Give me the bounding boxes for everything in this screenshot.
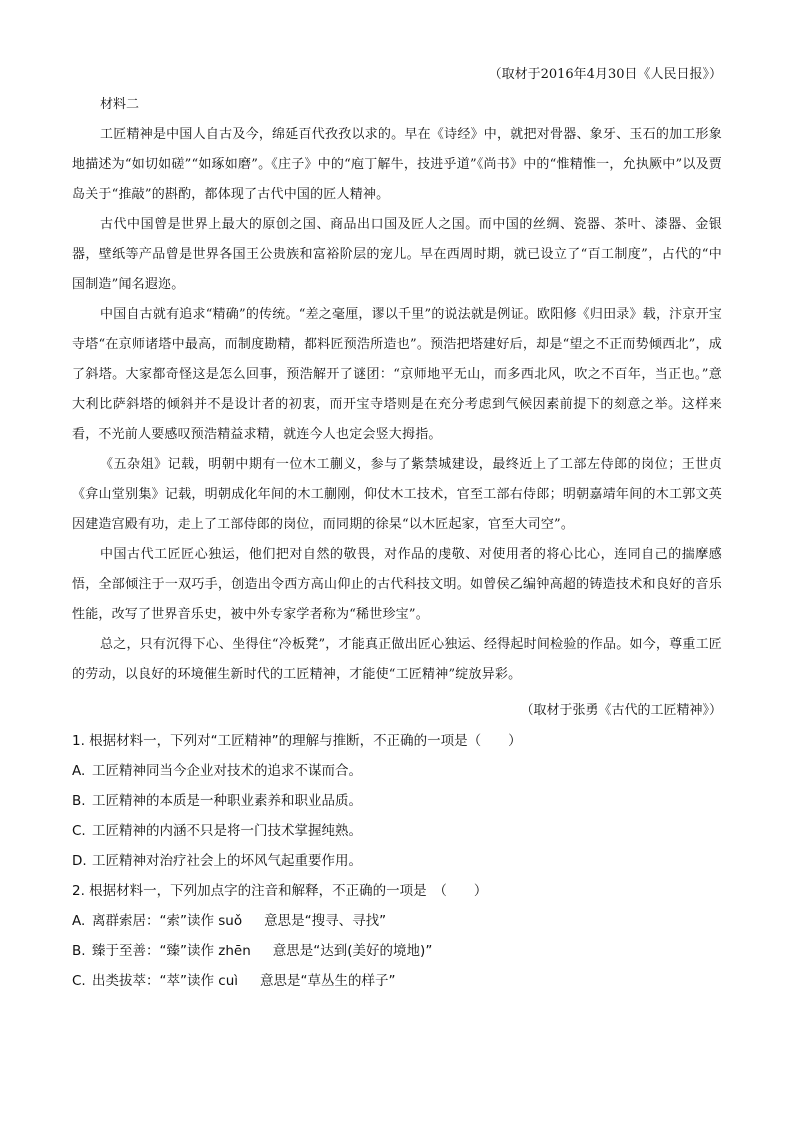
paragraph: 总之，只有沉得下心、坐得住“冷板凳”，才能真正做出匠心独运、经得起时间检验的作品。如今，尊重工匠的劳动，以良好的环境催生新时代的工匠精神，才能使“工匠精神”绽放异彩。	[72, 637, 722, 682]
paragraph: 中国自古就有追求“精确”的传统。“差之毫厘，谬以千里”的说法就是例证。欧阳修《归田录》载，汴京开宝寺塔“在京师诸塔中最高，而制度勘精，都料匠预浩所造也”。预浩把塔建好后，却是“望之不正而势倾西北”，成了斜塔。大家都奇怪这是怎么回事，预浩解开了谜团：“京师地平无山，而多西北风，吹之不百年，当正也。”意大利比萨斜塔的倾斜并不是设计者的初衷，而开宝寺塔则是在充分考虑到气候因素前提下的刻意之举。这样来看，不光前人要感叹预浩精益求精，就连今人也定会竖大拇指。	[72, 307, 722, 442]
question-1-option	[72, 816, 722, 846]
option-text: 工匠精神的内涵不只是将一门技术掌握纯熟。	[92, 823, 362, 839]
paragraph: 《五杂俎》记载，明朝中期有一位木工蒯义，参与了紫禁城建设，最终近上了工部左侍郎的岗位；王世贞《弇山堂别集》记载，明朝成化年间的木工蒯刚，仰仗木工技术，官至工部右侍郎；明朝嘉靖年间的木工郭文英因建造宫殿有功，走上了工部侍郎的岗位，而同期的徐杲“以木匠起家，官至大司空”。	[72, 457, 722, 532]
option-letter: B.	[72, 943, 86, 959]
document-page	[72, 60, 722, 996]
option-word: 离群索居：“索”读作 suǒ	[92, 913, 243, 929]
question-2-stem: 2. 根据材料一，下列加点字的注音和解释，不正确的一项是 （ ）	[72, 883, 488, 899]
material-heading: 材料二	[100, 97, 140, 112]
option-letter: B.	[72, 793, 86, 809]
question-1-option	[72, 846, 722, 876]
question-2-option	[72, 966, 722, 996]
option-letter: D.	[72, 853, 87, 869]
option-meaning: 意思是“草丛生的样子”	[260, 973, 396, 989]
paragraph: 古代中国曾是世界上最大的原创之国、商品出口国及匠人之国。而中国的丝绸、瓷器、茶叶、漆器、金银器，壁纸等产品曾是世界各国王公贵族和富裕阶层的宠儿。早在西周时期，就已设立了“百工制度”，占代的“中国制造”闻名遐迩。	[72, 217, 722, 292]
paragraph: 工匠精神是中国人自古及今，绵延百代孜孜以求的。早在《诗经》中，就把对骨器、象牙、玉石的加工形象地描述为“如切如磋”“如琢如磨”。《庄子》中的“庖丁解牛，技进乎道”《尚书》中的“惟精惟一，允执厥中”以及贾岛关于“推敲”的斟酌，都体现了古代中国的匠人精神。	[72, 127, 722, 202]
option-word: 臻于至善：“臻”读作 zhēn	[92, 943, 251, 959]
option-word: 出类拔萃：“萃”读作 cuì	[92, 973, 239, 989]
option-text: 工匠精神同当今企业对技术的追求不谋而合。	[92, 763, 362, 779]
question-2-option	[72, 906, 722, 936]
option-letter: C.	[72, 823, 86, 839]
option-text: 工匠精神对治疗社会上的坏风气起重要作用。	[92, 853, 362, 869]
option-meaning: 意思是“达到(美好的境地)”	[272, 943, 433, 959]
source-citation-top: （取材于2016年4月30日《人民日报》）	[488, 67, 722, 82]
option-meaning: 意思是“搜寻、寻找”	[264, 913, 387, 929]
paragraph: 中国古代工匠匠心独运，他们把对自然的敬畏，对作品的虔敬、对使用者的将心比心，连同自己的揣摩感悟，全部倾注于一双巧手，创造出令西方高山仰止的古代科技文明。如曾侯乙编钟高超的铸造技术和良好的音乐性能，改写了世界音乐史，被中外专家学者称为“稀世珍宝”。	[72, 547, 722, 622]
option-text: 工匠精神的本质是一种职业素养和职业品质。	[92, 793, 362, 809]
question-1-option	[72, 756, 722, 786]
option-letter: A.	[72, 763, 86, 779]
option-letter: A.	[72, 913, 86, 929]
option-letter: C.	[72, 973, 86, 989]
question-2-option	[72, 936, 722, 966]
question-1-stem: 1. 根据材料一，下列对“工匠精神”的理解与推断，不正确的一项是（ ）	[72, 733, 522, 749]
question-1-option	[72, 786, 722, 816]
source-citation-bottom: （取材于张勇《古代的工匠精神》）	[520, 703, 722, 718]
